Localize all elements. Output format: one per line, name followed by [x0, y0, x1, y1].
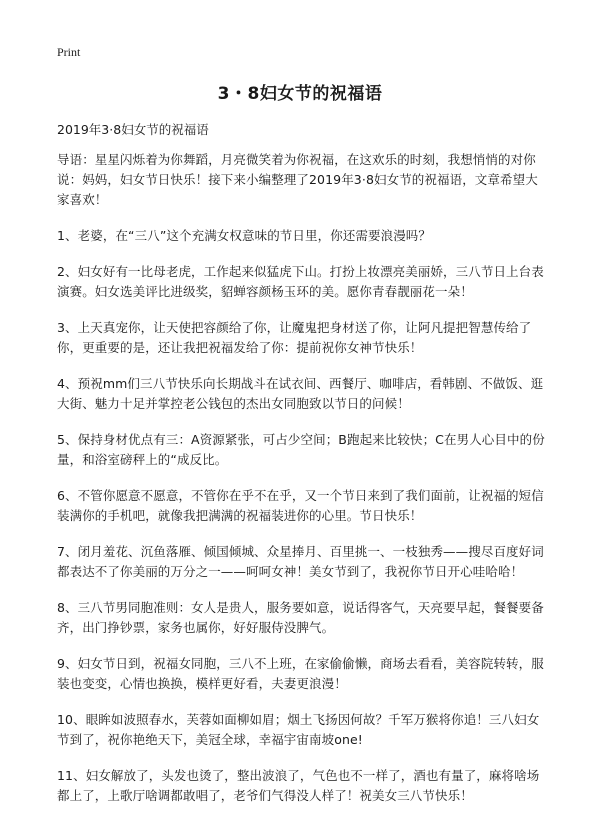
greeting-item-6: 6、不管你愿意不愿意，不管你在乎不在乎，又一个节日来到了我们面前，让祝福的短信装满你的手机吧，就像我把满满的祝福装进你的心里。节日快乐！ — [57, 488, 544, 523]
greeting-item-7: 7、闭月羞花、沉鱼落雁、倾国倾城、众星捧月、百里挑一、一枝独秀——搜尽百度好词都表达不了你美丽的万分之一——呵呵女神！美女节到了，我祝你节日开心哇哈哈！ — [57, 544, 544, 579]
article-body — [57, 150, 547, 822]
greeting-item-10: 10、眼眸如波照春水，芙蓉如面柳如眉；烟土飞扬因何故？千军万猴将你追！三八妇女节到了，祝你艳绝天下，美冠全球，幸福宇宙南坡one! — [57, 712, 540, 747]
article-subtitle: 2019年3·8妇女节的祝福语 — [57, 122, 209, 137]
greeting-item-4: 4、预祝mm们三八节快乐向长期战斗在试衣间、西餐厅、咖啡店，看韩剧、不做饭、逛大街、魅力十足并掌控老公钱包的杰出女同胞致以节日的问候！ — [57, 376, 544, 411]
page-title: 3・8妇女节的祝福语 — [217, 84, 383, 104]
greeting-item-9: 9、妇女节日到，祝福女同胞，三八不上班，在家偷偷懒，商场去看看，美容院转转，服装也变变，心情也换换，模样更好看，夫妻更浪漫！ — [57, 656, 544, 691]
greeting-item-8: 8、三八节男同胞准则：女人是贵人，服务要如意，说话得客气，天亮要早起，餐餐要备齐，出门挣钞票，家务也属你，好好服侍没脾气。 — [57, 600, 544, 635]
greeting-item-3: 3、上天真宠你，让天使把容颜给了你，让魔鬼把身材送了你，让阿凡提把智慧传给了你，更重要的是，还让我把祝福发给了你：提前祝你女神节快乐！ — [57, 320, 532, 355]
greeting-item-11: 11、妇女解放了，头发也烫了，整出波浪了，气色也不一样了，酒也有量了，麻将啥场都上了，上歌厅啥调都敢唱了，老爷们气得没人样了！祝美女三八节快乐！ — [57, 768, 540, 803]
greeting-item-2: 2、妇女好有一比母老虎，工作起来似猛虎下山。打扮上妆漂亮美丽娇，三八节日上台表演赛。妇女选美评比进级奖，貂蝉容颜杨玉环的美。愿你青春靓丽花一朵！ — [57, 264, 544, 299]
greeting-item-5: 5、保持身材优点有三：A资源紧张，可占少空间；B跑起来比较快；C在男人心目中的份量，和浴室磅秤上的“成反比。 — [57, 432, 545, 467]
intro-paragraph: 导语：星星闪烁着为你舞蹈，月亮微笑着为你祝福，在这欢乐的时刻，我想悄悄的对你说：妈妈，妇女节日快乐！接下来小编整理了2019年3·8妇女节的祝福语，文章希望大家喜欢！ — [57, 152, 538, 207]
print-link[interactable]: Print — [57, 45, 81, 59]
greeting-item-1: 1、老婆，在“三八”这个充满女权意味的节日里，你还需要浪漫吗？ — [57, 228, 432, 243]
